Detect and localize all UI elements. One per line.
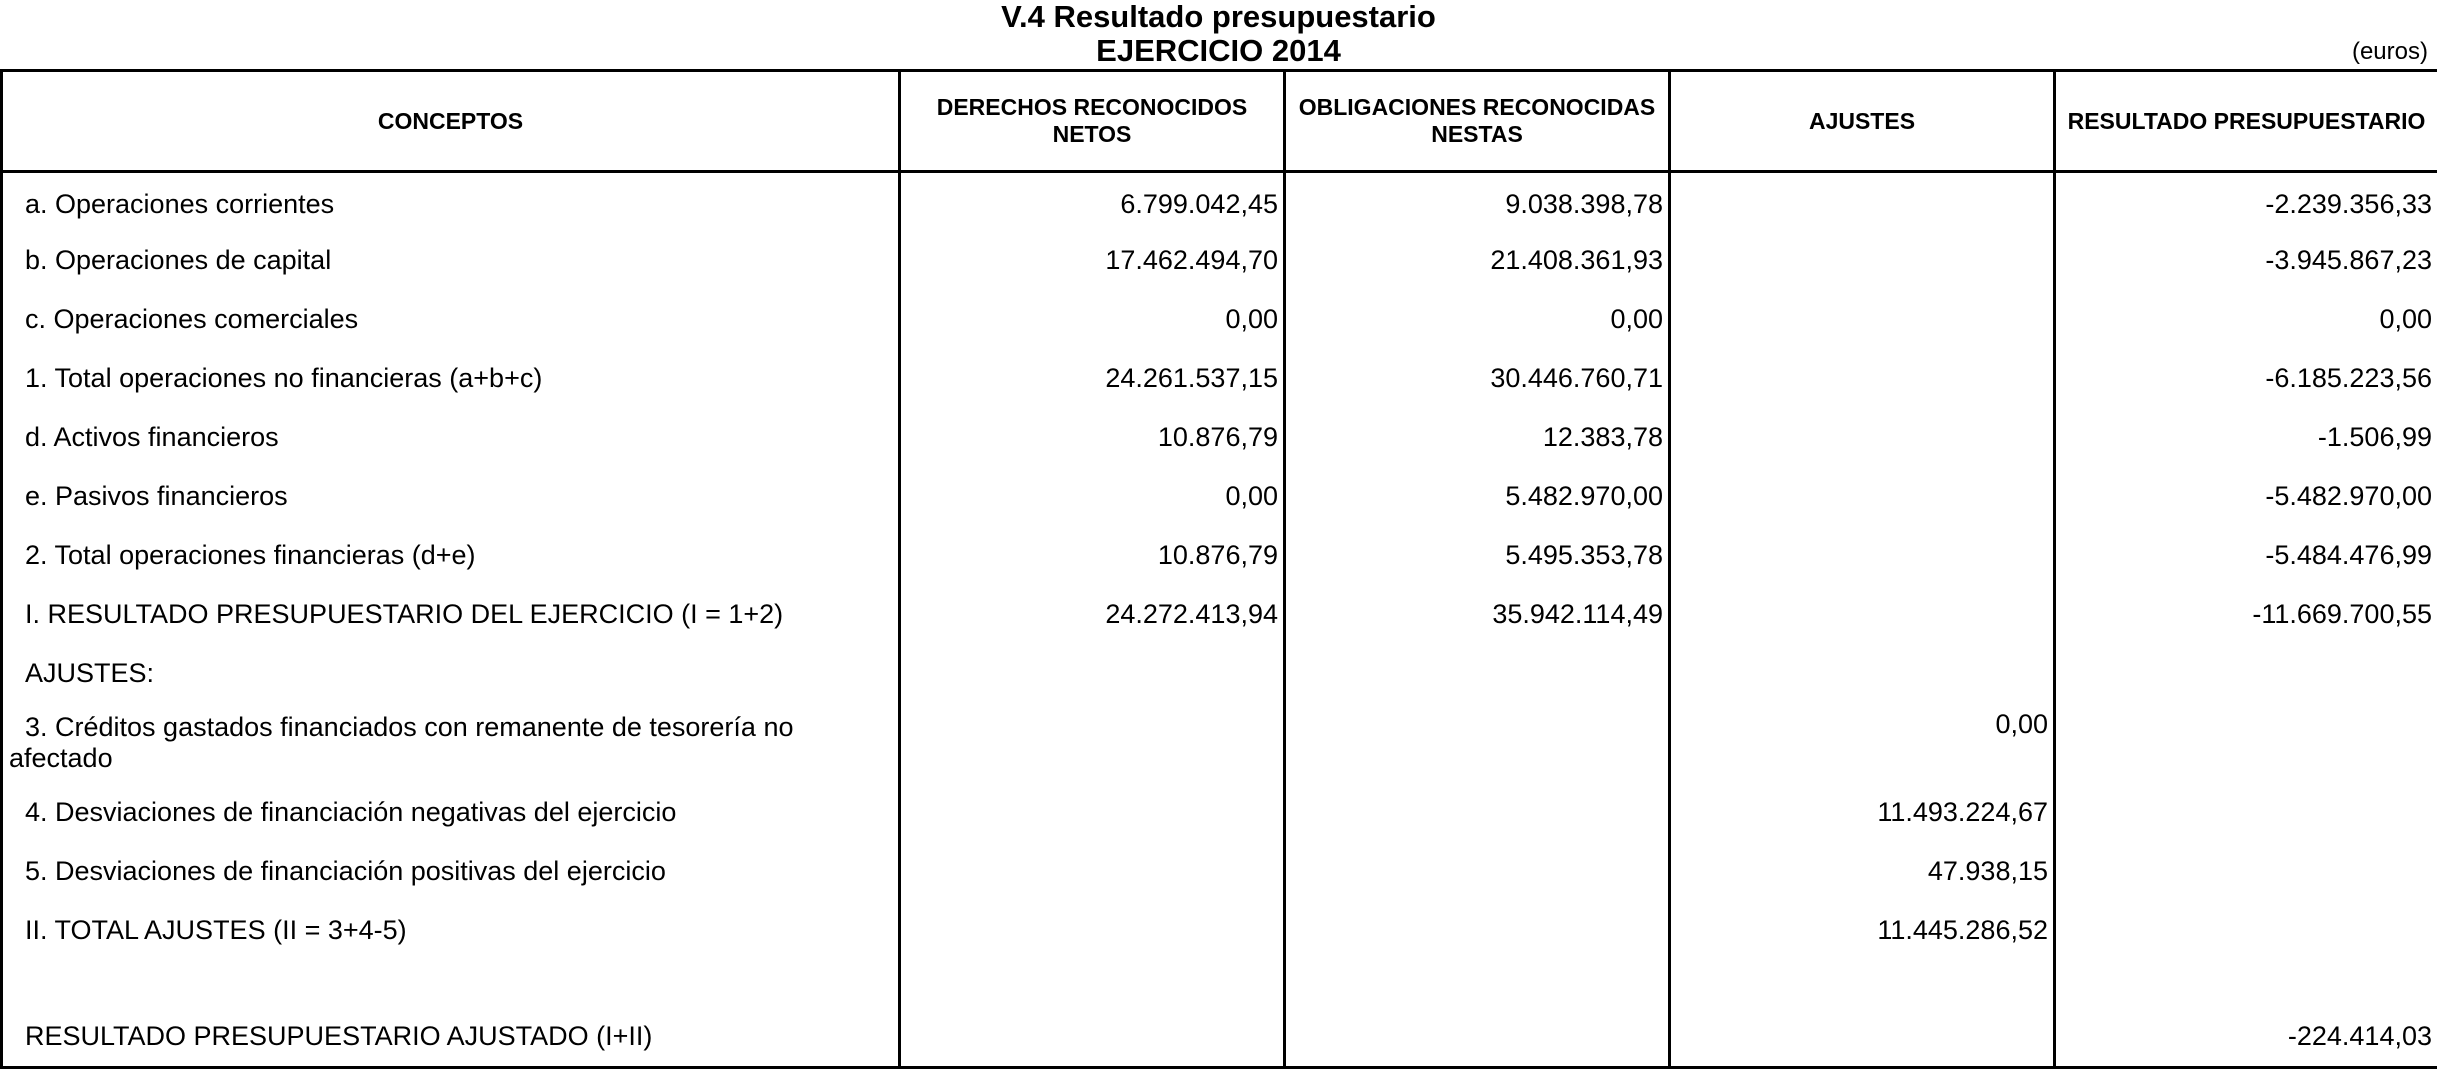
table-header-row bbox=[2, 71, 2437, 172]
ajustes-cell: 11.493.224,67 bbox=[1670, 783, 2055, 842]
resultado-cell: 0,00 bbox=[2055, 290, 2437, 349]
obligaciones-cell: 12.383,78 bbox=[1285, 408, 1670, 467]
obligaciones-cell: 0,00 bbox=[1285, 290, 1670, 349]
concept-cell: 2. Total operaciones financieras (d+e) bbox=[2, 526, 900, 585]
table-row bbox=[2, 703, 2437, 783]
derechos-cell: 10.876,79 bbox=[900, 408, 1285, 467]
table-row bbox=[2, 172, 2437, 231]
column-header-obligaciones: OBLIGACIONES RECONOCIDAS NESTAS bbox=[1285, 71, 1670, 172]
concept-cell: 3. Créditos gastados financiados con remanente de tesorería no afectado bbox=[2, 703, 900, 783]
column-header-conceptos: CONCEPTOS bbox=[2, 71, 900, 172]
ajustes-cell: 0,00 bbox=[1670, 703, 2055, 783]
ajustes-cell: 11.445.286,52 bbox=[1670, 901, 2055, 960]
obligaciones-cell bbox=[1285, 703, 1670, 783]
derechos-cell: 10.876,79 bbox=[900, 526, 1285, 585]
derechos-cell: 17.462.494,70 bbox=[900, 231, 1285, 290]
resultado-cell: -6.185.223,56 bbox=[2055, 349, 2437, 408]
obligaciones-cell bbox=[1285, 644, 1670, 703]
ajustes-cell bbox=[1670, 290, 2055, 349]
obligaciones-cell: 21.408.361,93 bbox=[1285, 231, 1670, 290]
obligaciones-cell: 5.482.970,00 bbox=[1285, 467, 1670, 526]
concept-cell bbox=[2, 960, 900, 1008]
concept-cell: 5. Desviaciones de financiación positivas del ejercicio bbox=[2, 842, 900, 901]
derechos-cell bbox=[900, 901, 1285, 960]
ajustes-cell bbox=[1670, 349, 2055, 408]
column-header-resultado: RESULTADO PRESUPUESTARIO bbox=[2055, 71, 2437, 172]
budget-result-table bbox=[0, 69, 2437, 1069]
ajustes-cell bbox=[1670, 231, 2055, 290]
derechos-cell bbox=[900, 842, 1285, 901]
table-row bbox=[2, 408, 2437, 467]
table-row bbox=[2, 842, 2437, 901]
ajustes-cell bbox=[1670, 408, 2055, 467]
derechos-cell bbox=[900, 703, 1285, 783]
ajustes-cell bbox=[1670, 1008, 2055, 1068]
concept-cell: AJUSTES: bbox=[2, 644, 900, 703]
concept-cell: d. Activos financieros bbox=[2, 408, 900, 467]
obligaciones-cell: 35.942.114,49 bbox=[1285, 585, 1670, 644]
ajustes-cell bbox=[1670, 467, 2055, 526]
obligaciones-cell bbox=[1285, 783, 1670, 842]
column-header-derechos: DERECHOS RECONOCIDOS NETOS bbox=[900, 71, 1285, 172]
derechos-cell: 0,00 bbox=[900, 467, 1285, 526]
document-subtitle: EJERCICIO 2014 bbox=[1096, 33, 1341, 68]
table-row bbox=[2, 231, 2437, 290]
units-label: (euros) bbox=[2351, 38, 2428, 65]
derechos-cell: 0,00 bbox=[900, 290, 1285, 349]
obligaciones-cell: 5.495.353,78 bbox=[1285, 526, 1670, 585]
concept-cell: c. Operaciones comerciales bbox=[2, 290, 900, 349]
obligaciones-cell bbox=[1285, 960, 1670, 1008]
resultado-cell bbox=[2055, 960, 2437, 1008]
concept-cell: b. Operaciones de capital bbox=[2, 231, 900, 290]
table-row bbox=[2, 783, 2437, 842]
resultado-cell: -5.482.970,00 bbox=[2055, 467, 2437, 526]
derechos-cell: 24.261.537,15 bbox=[900, 349, 1285, 408]
resultado-cell: -5.484.476,99 bbox=[2055, 526, 2437, 585]
derechos-cell bbox=[900, 960, 1285, 1008]
resultado-cell bbox=[2055, 842, 2437, 901]
concept-cell: a. Operaciones corrientes bbox=[2, 172, 900, 231]
obligaciones-cell: 30.446.760,71 bbox=[1285, 349, 1670, 408]
resultado-cell: -1.506,99 bbox=[2055, 408, 2437, 467]
concept-cell: RESULTADO PRESUPUESTARIO AJUSTADO (I+II) bbox=[2, 1008, 900, 1068]
table-row bbox=[2, 585, 2437, 644]
document-title: V.4 Resultado presupuestario bbox=[1001, 0, 1436, 34]
table-row bbox=[2, 526, 2437, 585]
table-row bbox=[2, 901, 2437, 960]
derechos-cell bbox=[900, 644, 1285, 703]
resultado-cell: -11.669.700,55 bbox=[2055, 585, 2437, 644]
ajustes-cell: 47.938,15 bbox=[1670, 842, 2055, 901]
ajustes-cell bbox=[1670, 585, 2055, 644]
derechos-cell: 24.272.413,94 bbox=[900, 585, 1285, 644]
derechos-cell bbox=[900, 783, 1285, 842]
ajustes-cell bbox=[1670, 172, 2055, 231]
ajustes-cell bbox=[1670, 960, 2055, 1008]
table-row bbox=[2, 467, 2437, 526]
column-header-ajustes: AJUSTES bbox=[1670, 71, 2055, 172]
obligaciones-cell bbox=[1285, 842, 1670, 901]
resultado-cell: -224.414,03 bbox=[2055, 1008, 2437, 1068]
obligaciones-cell: 9.038.398,78 bbox=[1285, 172, 1670, 231]
obligaciones-cell bbox=[1285, 1008, 1670, 1068]
resultado-cell bbox=[2055, 783, 2437, 842]
obligaciones-cell bbox=[1285, 901, 1670, 960]
concept-cell: e. Pasivos financieros bbox=[2, 467, 900, 526]
ajustes-cell bbox=[1670, 644, 2055, 703]
resultado-cell: -3.945.867,23 bbox=[2055, 231, 2437, 290]
derechos-cell bbox=[900, 1008, 1285, 1068]
table-row bbox=[2, 960, 2437, 1008]
resultado-cell bbox=[2055, 644, 2437, 703]
resultado-cell bbox=[2055, 703, 2437, 783]
table-row bbox=[2, 349, 2437, 408]
concept-cell: I. RESULTADO PRESUPUESTARIO DEL EJERCICIO (I = 1+2) bbox=[2, 585, 900, 644]
resultado-cell: -2.239.356,33 bbox=[2055, 172, 2437, 231]
ajustes-cell bbox=[1670, 526, 2055, 585]
resultado-cell bbox=[2055, 901, 2437, 960]
table-row bbox=[2, 290, 2437, 349]
derechos-cell: 6.799.042,45 bbox=[900, 172, 1285, 231]
table-row bbox=[2, 1008, 2437, 1068]
concept-cell: 1. Total operaciones no financieras (a+b+c) bbox=[2, 349, 900, 408]
table-row bbox=[2, 644, 2437, 703]
concept-cell: 4. Desviaciones de financiación negativas del ejercicio bbox=[2, 783, 900, 842]
concept-cell: II. TOTAL AJUSTES (II = 3+4-5) bbox=[2, 901, 900, 960]
